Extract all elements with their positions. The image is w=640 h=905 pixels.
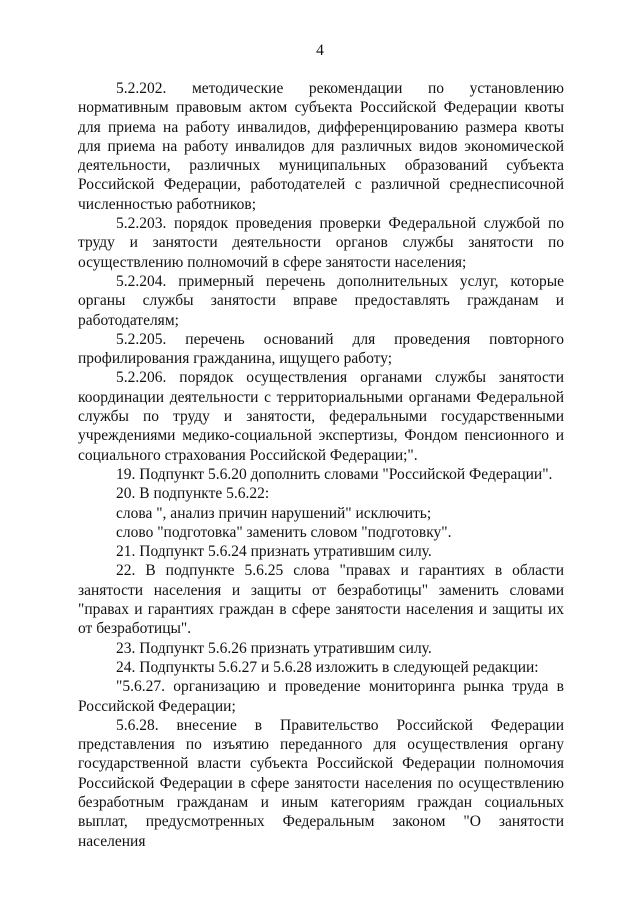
paragraph-5-2-205: 5.2.205. перечень оснований для проведения повторного профилирования гражданина, ищущего работу;	[78, 330, 564, 368]
paragraph-item-20-word: слово "подготовка" заменить словом "подготовку".	[116, 523, 452, 541]
paragraph-5-2-206: 5.2.206. порядок осуществления органами службы занятости координации деятельности с территориальными органами Федеральной службы по труду и занятости, федеральными государственными учреждениями медико-социальной экспертизы, Фондом пенсионного и социального страхования Российской Федерации;".	[78, 369, 564, 464]
paragraph-5-2-203: 5.2.203. порядок проведения проверки Федеральной службой по труду и занятости деятельности органов службы занятости по осуществлению полномочий в сфере занятости населения;	[78, 215, 564, 271]
paragraph-5-2-202: 5.2.202. методические рекомендации по установлению нормативным правовым актом субъекта Российской Федерации квоты для приема на работу инвалидов, дифференцированию размера квоты для приема на работу инвалидов для различных видов экономической деятельности, различных муниципальных образований субъекта Российской Федерации, работодателей с различной среднесписочной численностью работников;	[78, 80, 564, 213]
paragraph-item-22: 22. В подпункте 5.6.25 слова "правах и гарантиях в области занятости населения и защиты от безработицы" заменить словами "правах и гарантиях граждан в сфере занятости населения и защиты их от безработицы".	[78, 562, 564, 638]
document-body	[78, 79, 564, 851]
paragraph-5-6-27: "5.6.27. организацию и проведение мониторинга рынка труда в Российской Федерации;	[78, 678, 564, 715]
paragraph-item-24: 24. Подпункты 5.6.27 и 5.6.28 изложить в следующей редакции:	[116, 658, 539, 676]
paragraph-item-20-words: слова ", анализ причин нарушений" исключить;	[116, 504, 432, 522]
paragraph-5-6-28: 5.6.28. внесение в Правительство Российской Федерации представления по изъятию переданного для осуществления органу государственной власти субъекта Российской Федерации полномочия Российской Федерации в сфере занятости населения по осуществлению безработным гражданам и иным категориям граждан социальных выплат, предусмотренных Федеральным законом "О занятости населения	[78, 716, 564, 850]
paragraph-item-21: 21. Подпункт 5.6.24 признать утратившим силу.	[116, 543, 432, 561]
page-number: 4	[316, 42, 324, 59]
paragraph-5-2-204: 5.2.204. примерный перечень дополнительных услуг, которые органы службы занятости вправе предоставлять гражданам и работодателям;	[78, 272, 564, 329]
paragraph-item-20: 20. В подпункте 5.6.22:	[116, 485, 270, 503]
paragraph-item-23: 23. Подпункт 5.6.26 признать утратившим силу.	[116, 639, 432, 657]
paragraph-item-19: 19. Подпункт 5.6.20 дополнить словами "Российской Федерации".	[116, 465, 553, 483]
